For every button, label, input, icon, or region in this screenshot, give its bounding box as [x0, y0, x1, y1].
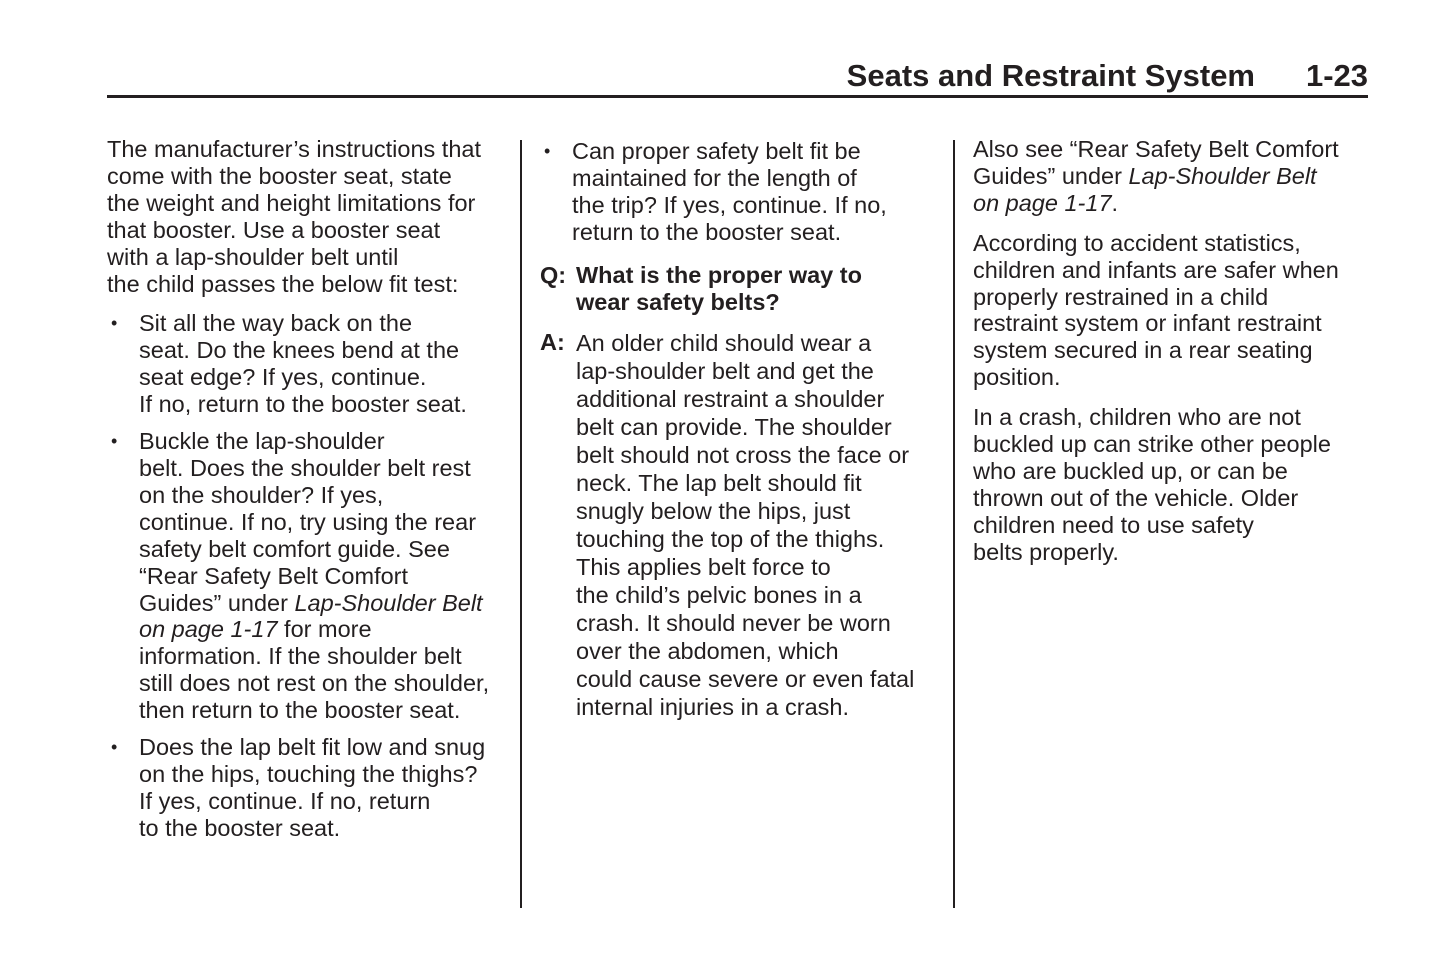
answer-label: A:: [540, 329, 565, 356]
cross-reference-link: Lap-Shoulder Belt: [294, 589, 483, 616]
crash-paragraph: In a crash, children who are not buckled up can strike other people who are buckled up, or can be thrown out of the vehicle. Older children need to use safety belts properly.: [973, 404, 1331, 565]
column-3: [973, 136, 1368, 579]
column-1: [107, 136, 512, 852]
question-label: Q:: [540, 261, 567, 288]
bullet-icon: •: [111, 737, 118, 758]
section-title: Seats and Restraint System: [846, 58, 1255, 93]
page-header: [107, 56, 1368, 96]
page-number: 1-23: [1305, 58, 1368, 93]
column-divider-2: [953, 140, 955, 908]
statistics-paragraph: According to accident statistics, children and infants are safer when properly restrained in a child restraint system or infant restraint system secured in a rear seating position.: [973, 229, 1339, 391]
cross-reference-line: Guides” under Lap-Shoulder Belt: [139, 589, 483, 616]
bullet-icon: •: [544, 141, 551, 161]
column-divider-1: [520, 140, 522, 908]
header-rule: [107, 95, 1368, 98]
page-reference: on page 1-17: [973, 189, 1112, 216]
bullet-icon: •: [111, 313, 118, 334]
bullet-sit-back: • Sit all the way back on the seat. Do the knees bend at the seat edge? If yes, continue. If no, return to the booster seat.: [111, 310, 467, 418]
page-reference: on page 1-17: [139, 616, 278, 643]
column-2: [540, 136, 940, 732]
question-block: Q: What is the proper way to wear safety belts?: [540, 261, 862, 315]
bullet-lap-belt: • Does the lap belt fit low and snug on the hips, touching the thighs? If yes, continue. If no, return to the booster seat.: [111, 734, 486, 841]
bullet-buckle: • Buckle the lap-shoulder belt. Does the shoulder belt rest on the shoulder? If yes, continue. If no, try using the rear safety belt comfort guide. See “Rear Safety Belt Comfort Guides” under Lap-Shoulder Belt on page 1-17 for more information. If the shoulder belt still does not rest on the shoulder, then return to the booster seat.: [107, 428, 512, 724]
bullet-icon: •: [111, 431, 118, 452]
cross-reference-link: Lap-Shoulder Belt: [1128, 162, 1317, 189]
bullet-fit-maintained: • Can proper safety belt fit be maintained for the length of the trip? If yes, continue. If no, return to the booster seat.: [544, 138, 887, 245]
answer-block: A: An older child should wear a lap-shoulder belt and get the additional restraint a shoulder belt can provide. The shoulder belt should not cross the face or neck. The lap belt should fit snugly below the hips, just touching the top of the thighs. This applies belt force to the child’s pelvic bones in a crash. It should never be worn over the abdomen, which could cause severe or even fatal internal injuries in a crash.: [540, 329, 915, 721]
intro-paragraph: The manufacturer’s instructions that come with the booster seat, state the weight and height limitations for that booster. Use a booster seat with a lap-shoulder belt until the child passes the below fit test:: [107, 136, 482, 297]
see-also-paragraph: Also see “Rear Safety Belt Comfort Guides” under Lap-Shoulder Belt on page 1-17.: [973, 136, 1339, 216]
